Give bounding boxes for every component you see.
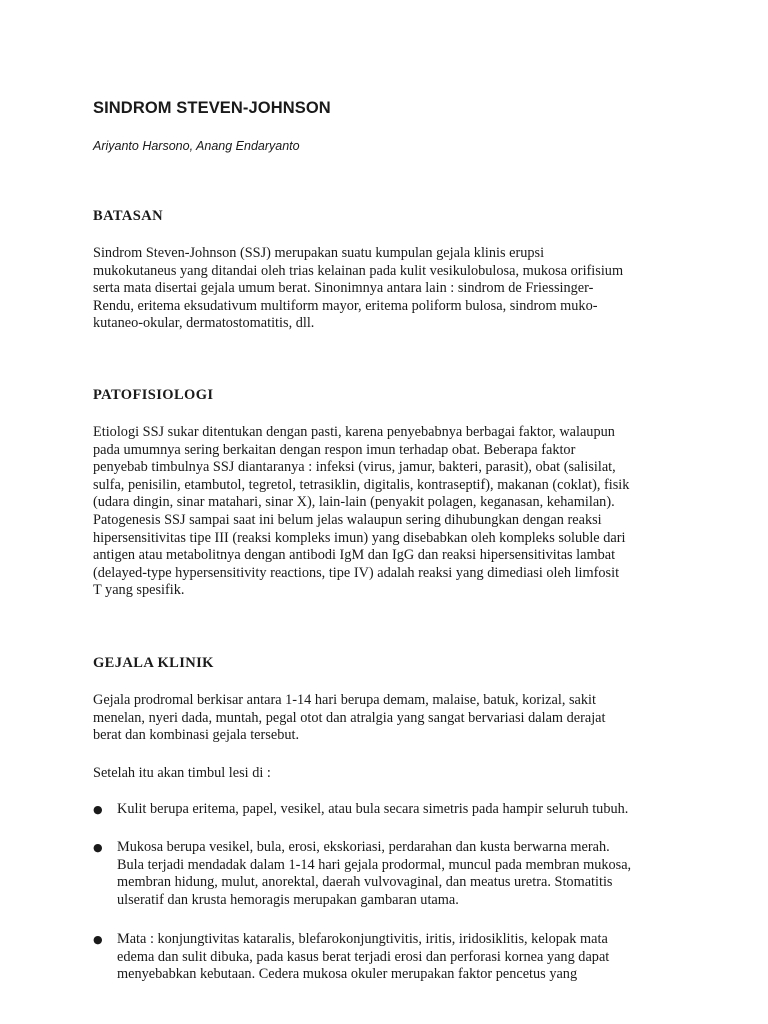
text-line: Mata : konjungtivitas kataralis, blefarokonjungtivitis, iritis, iridosiklitis, kelopak mata bbox=[117, 931, 608, 947]
document-title: SINDROM STEVEN-JOHNSON bbox=[93, 99, 331, 117]
text-line: hipersensitivitas tipe III (reaksi kompleks imun) yang disebabkan oleh kompleks soluble dari bbox=[93, 529, 626, 546]
text-line: Rendu, eritema eksudativum multiform mayor, eritema poliform bulosa, sindrom muko- bbox=[93, 297, 598, 314]
text-line: Gejala prodromal berkisar antara 1-14 hari berupa demam, malaise, batuk, korizal, sakit bbox=[93, 692, 596, 708]
text-line: Bula terjadi mendadak dalam 1-14 hari gejala prodormal, muncul pada membran mukosa, bbox=[117, 856, 632, 873]
section-heading-patofisiologi: PATOFISIOLOGI bbox=[93, 387, 214, 403]
text-line: edema dan sulit dibuka, pada kasus berat terjadi erosi dan perforasi kornea yang dapat bbox=[117, 948, 610, 965]
text-line: Etiologi SSJ sukar ditentukan dengan pasti, karena penyebabnya berbagai faktor, walaupun bbox=[93, 424, 615, 440]
text-line: Kulit berupa eritema, papel, vesikel, atau bula secara simetris pada hampir seluruh tubuh. bbox=[117, 801, 629, 817]
bullet-icon: ● bbox=[93, 841, 103, 854]
paragraph-patofisiologi bbox=[93, 424, 693, 600]
paragraph-gejala-lead bbox=[93, 765, 693, 783]
text-line: pada umumnya sering berkaitan dengan respon imun terhadap obat. Beberapa faktor bbox=[93, 441, 576, 458]
text-line: penyebab timbulnya SSJ diantaranya : infeksi (virus, jamur, bakteri, parasit), obat (salisilat, bbox=[93, 459, 616, 476]
text-line: Sindrom Steven-Johnson (SSJ) merupakan suatu kumpulan gejala klinis erupsi bbox=[93, 245, 545, 261]
text-line: (udara dingin, sinar matahari, sinar X), lain-lain (penyakit polagen, keganasan, kehamilan). bbox=[93, 494, 615, 511]
bullet-icon: ● bbox=[93, 803, 103, 816]
text-line: antigen atau metabolitnya dengan antibodi IgM dan IgG dan reaksi hipersensitivitas lambat bbox=[93, 547, 616, 564]
text-line: Setelah itu akan timbul lesi di : bbox=[93, 765, 271, 781]
text-line: berat dan kombinasi gejala tersebut. bbox=[93, 727, 300, 744]
text-line: kutaneo-okular, dermatostomatitis, dll. bbox=[93, 315, 315, 332]
section-heading-gejala-klinik: GEJALA KLINIK bbox=[93, 655, 214, 671]
text-line: Patogenesis SSJ sampai saat ini belum jelas walaupun sering dihubungkan dengan reaksi bbox=[93, 511, 602, 528]
paragraph-batasan bbox=[93, 245, 693, 333]
text-line: mukokutaneus yang ditandai oleh trias kelainan pada kulit vesikulobulosa, mukosa orifisium bbox=[93, 262, 624, 279]
text-line: Mukosa berupa vesikel, bula, erosi, ekskoriasi, perdarahan dan kusta berwarna merah. bbox=[117, 839, 610, 855]
text-line: menelan, nyeri dada, muntah, pegal otot dan atralgia yang sangat bervariasi dalam derajat bbox=[93, 709, 606, 726]
text-line: membran hidung, mulut, anorektal, daerah vulvovaginal, dan meatus uretra. Stomatitis bbox=[117, 874, 613, 891]
text-line: menyebabkan kebutaan. Cedera mukosa okuler merupakan faktor pencetus yang bbox=[117, 966, 578, 983]
paragraph-gejala-intro bbox=[93, 692, 693, 745]
text-line: serta mata disertai gejala umum berat. Sinonimnya antara lain : sindrom de Friessinger- bbox=[93, 280, 594, 297]
section-heading-batasan: BATASAN bbox=[93, 208, 163, 224]
text-line: T yang spesifik. bbox=[93, 582, 185, 599]
text-line: ulseratif dan krusta hemoragis merupakan gambaran utama. bbox=[117, 891, 459, 908]
bullet-icon: ● bbox=[93, 933, 103, 946]
text-line: sulfa, penisilin, etambutol, tegretol, tetrasiklin, digitalis, kontraseptif), makanan (coklat), fisik bbox=[93, 476, 630, 493]
text-line: (delayed-type hypersensitivity reactions, tipe IV) adalah reaksi yang dimediasi oleh limfosit bbox=[93, 564, 620, 581]
document-authors: Ariyanto Harsono, Anang Endaryanto bbox=[93, 139, 300, 153]
